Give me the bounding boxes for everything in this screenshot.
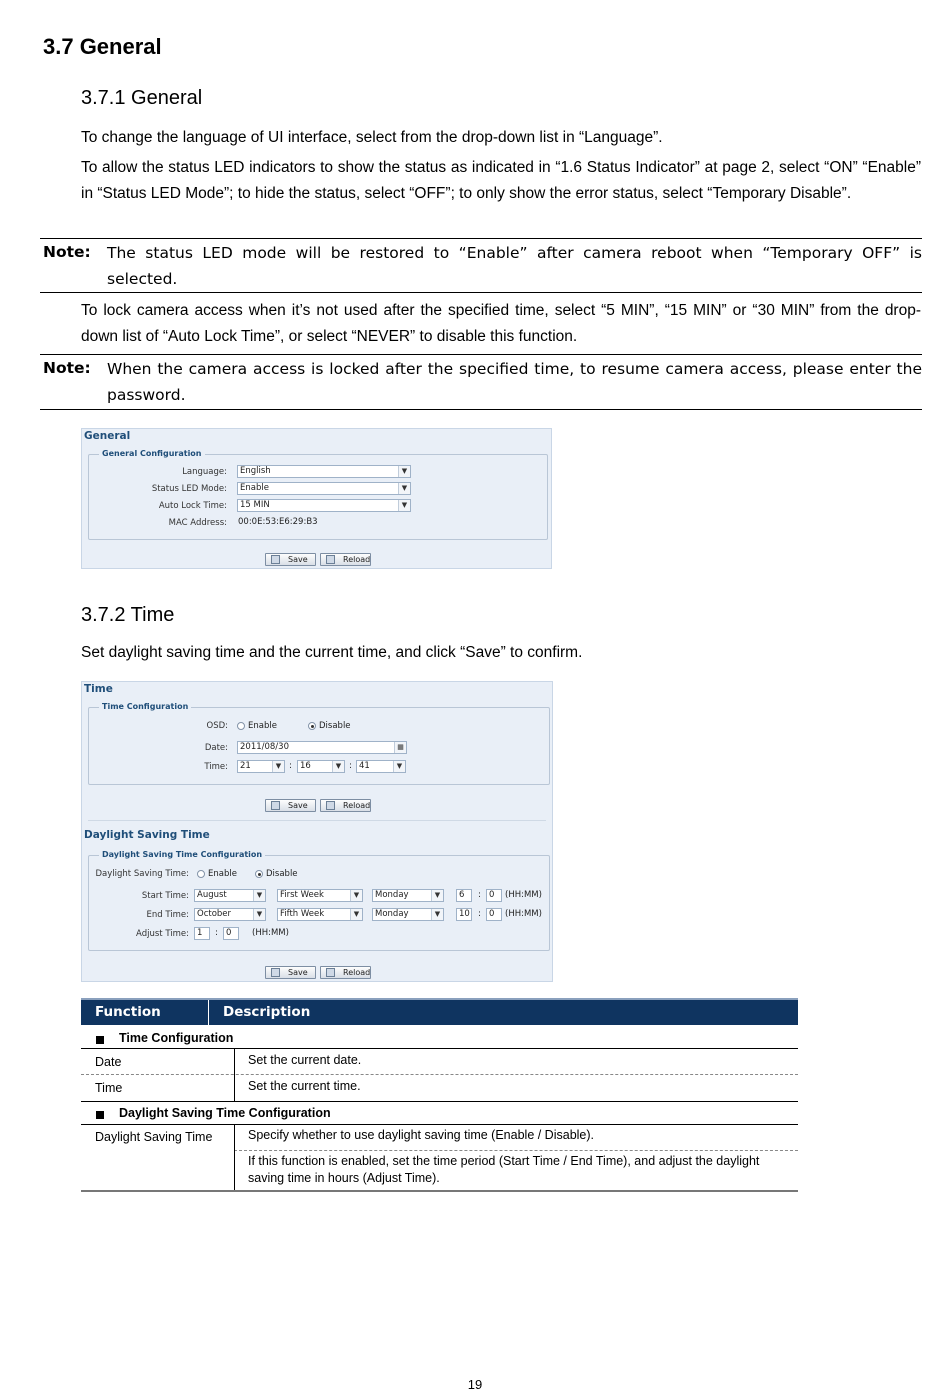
end-hour-input[interactable]: 10 [456,908,472,921]
chevron-down-icon: ▼ [431,909,443,920]
row-divider [81,1101,798,1102]
end-month-select[interactable]: October ▼ [194,908,266,921]
language-label: Language: [182,467,227,477]
dst-enable-label: Enable [208,869,237,879]
start-day-select[interactable]: Monday ▼ [372,889,444,902]
chevron-down-icon: ▼ [253,890,265,901]
note-lock-password [40,354,922,410]
osd-disable-radio[interactable] [308,722,316,730]
description-cell: If this function is enabled, set the time period (Start Time / End Time), and adjust the daylight saving time in hours (Adjust Time). [248,1154,760,1185]
end-day-select[interactable]: Monday ▼ [372,908,444,921]
chevron-down-icon: ▼ [398,466,410,477]
save-button[interactable]: Save [265,799,316,812]
note-led-restore [40,238,922,293]
group-legend: General Configuration [99,449,205,458]
mac-address-label: MAC Address: [168,518,227,528]
dst-disable-label: Disable [266,869,298,879]
start-colon: : [478,890,481,900]
date-label: Date: [204,743,228,753]
end-minute-input[interactable]: 0 [486,908,502,921]
bullet-icon [96,1111,104,1119]
dst-disable-radio[interactable] [255,870,263,878]
auto-lock-time-select[interactable]: 15 MIN ▼ [237,499,411,512]
chevron-down-icon: ▼ [272,761,284,772]
function-cell: Time [95,1081,123,1095]
dst-panel-title: Daylight Saving Time [84,829,210,841]
description-cell: Specify whether to use daylight saving time (Enable / Disable). [248,1128,595,1142]
reload-icon [326,968,335,977]
second-select[interactable]: 41 ▼ [356,760,406,773]
time-label: Time: [204,762,228,772]
chevron-down-icon: ▼ [431,890,443,901]
table-row [81,1125,798,1190]
header-function: Function [95,1004,161,1020]
start-hour-input[interactable]: 6 [456,889,472,902]
panel-title: Time [84,683,113,695]
section-divider [88,820,546,821]
time-colon: : [349,761,352,771]
language-select[interactable]: English ▼ [237,465,411,478]
auto-lock-time-label: Auto Lock Time: [158,501,227,511]
header-divider [208,1000,209,1025]
chevron-down-icon: ▼ [253,909,265,920]
description-cell: Set the current time. [248,1079,361,1093]
panel-title: General [84,430,131,442]
section-row-time-configuration: Time Configuration [81,1029,798,1048]
subsection-time-heading: 3.7.2 Time [81,604,175,626]
table-bottom-border [81,1190,798,1192]
start-month-select[interactable]: August ▼ [194,889,266,902]
time-config-screenshot [81,681,553,982]
hour-select[interactable]: 21 ▼ [237,760,285,773]
page-number: 19 [467,1377,483,1392]
chevron-down-icon: ▼ [398,500,410,511]
group-legend: Time Configuration [99,702,191,711]
general-config-screenshot [81,428,552,569]
header-description: Description [223,1004,311,1020]
adjust-hour-input[interactable]: 1 [194,927,210,940]
paragraph-language: To change the language of UI interface, select from the drop-down list in “Language”. [81,129,663,146]
save-icon [271,555,280,564]
chevron-down-icon: ▼ [350,890,362,901]
function-cell: Daylight Saving Time [95,1130,213,1144]
table-header [81,998,798,1025]
chevron-down-icon: ▼ [398,483,410,494]
save-icon [271,968,280,977]
note-label: Note: [43,243,91,261]
status-led-mode-select[interactable]: Enable ▼ [237,482,411,495]
osd-disable-label: Disable [319,721,351,731]
reload-icon [326,555,335,564]
section-row-dst-configuration: Daylight Saving Time Configuration [81,1104,798,1124]
end-colon: : [478,909,481,919]
osd-label: OSD: [206,721,228,731]
end-time-label: End Time: [146,910,189,920]
subsection-general-heading: 3.7.1 General [81,87,203,109]
reload-button[interactable]: Reload [320,799,371,812]
dst-enable-radio[interactable] [197,870,205,878]
column-divider [234,1049,235,1101]
group-legend: Daylight Saving Time Configuration [99,850,265,859]
bullet-icon [96,1036,104,1044]
time-colon: : [289,761,292,771]
dst-label: Daylight Saving Time: [95,869,189,879]
status-led-mode-label: Status LED Mode: [151,484,227,494]
note-text: The status LED mode will be restored to “Enable” after camera reboot when “Temporary OFF” is selected. [107,244,922,288]
paragraph-auto-lock: To lock camera access when it’s not used after the specified time, select “5 MIN”, “15 MIN” or “30 MIN” from the drop-down list of “Auto Lock Time”, or select “NEVER” to disable this function. [81,302,921,345]
date-input[interactable]: 2011/08/30 ▦ [237,741,407,754]
description-cell: Set the current date. [248,1053,362,1067]
chevron-down-icon: ▼ [393,761,405,772]
calendar-icon[interactable]: ▦ [394,742,406,753]
paragraph-status-led: To allow the status LED indicators to show the status as indicated in “1.6 Status Indicator” at page 2, select “ON” “Enable” in “Status LED Mode”; to hide the status, select “OFF”; to only show the error status, select “Temporary Disable”. [81,159,921,202]
row-divider [234,1150,798,1151]
chevron-down-icon: ▼ [350,909,362,920]
reload-button[interactable]: Reload [320,553,371,566]
chevron-down-icon: ▼ [332,761,344,772]
table-row [81,1049,798,1075]
reload-icon [326,801,335,810]
column-divider [234,1125,235,1190]
adjust-minute-input[interactable]: 0 [223,927,239,940]
save-button[interactable]: Save [265,553,316,566]
adjust-time-label: Adjust Time: [136,929,189,939]
adjust-hhmm-hint: (HH:MM) [252,928,289,938]
note-text: When the camera access is locked after the specified time, to resume camera access, please enter the password. [107,360,922,404]
dst-reload-button[interactable]: Reload [320,966,371,979]
minute-select[interactable]: 16 ▼ [297,760,345,773]
start-minute-input[interactable]: 0 [486,889,502,902]
start-hhmm-hint: (HH:MM) [505,890,542,900]
note-label: Note: [43,359,91,377]
mac-address-value: 00:0E:53:E6:29:B3 [238,517,318,527]
section-heading: 3.7 General [43,34,162,59]
dst-save-button[interactable]: Save [265,966,316,979]
start-week-select[interactable]: First Week ▼ [277,889,363,902]
osd-enable-radio[interactable] [237,722,245,730]
end-week-select[interactable]: Fifth Week ▼ [277,908,363,921]
table-row [81,1075,798,1101]
save-icon [271,801,280,810]
function-cell: Date [95,1055,122,1069]
adjust-colon: : [215,928,218,938]
end-hhmm-hint: (HH:MM) [505,909,542,919]
osd-enable-label: Enable [248,721,277,731]
paragraph-time: Set daylight saving time and the current time, and click “Save” to confirm. [81,644,583,661]
start-time-label: Start Time: [141,891,189,901]
